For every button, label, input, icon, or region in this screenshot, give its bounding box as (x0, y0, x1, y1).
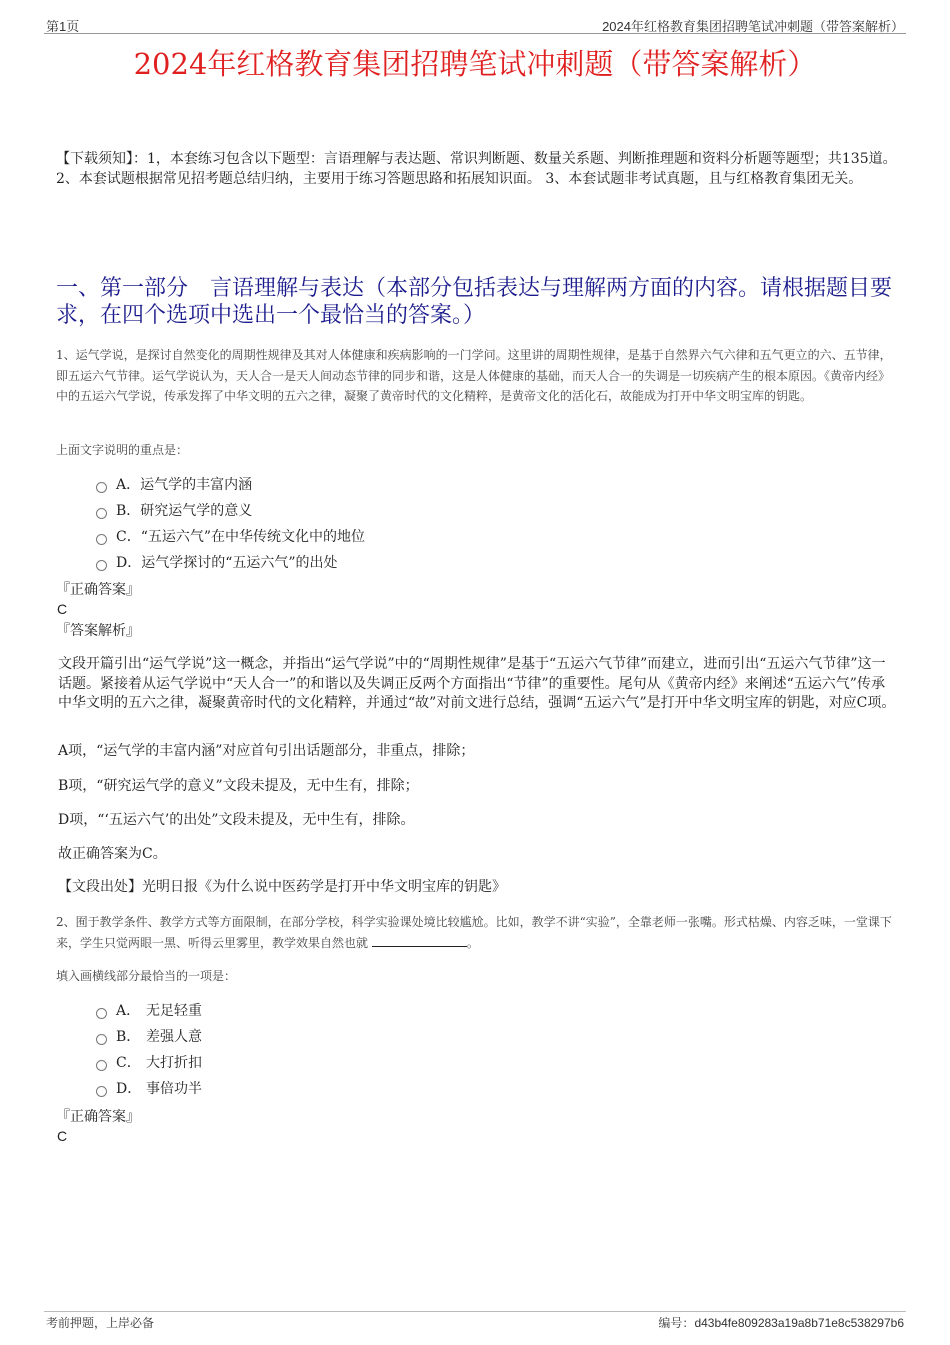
analysis-text: 文段开篇引出“运气学说”这一概念，并指出“运气学说”中的“周期性规律”是基于“五运六气节律”而建立，进而引出“五运六气节律”这一话题。紧接着从运气学说中“天人合一”的和谐以及失调正反两个方面指出“节律”的重要性。尾句从《黄帝内经》来阐述“五运六气”传承中华文明的五六之律，凝聚黄帝时代的文化精粹，并通过“故”对前文进行总结，强调“五运六气”是打开中华文明宝库的钥匙，对应C项。 (58, 656, 896, 711)
analysis-label: 『答案解析』 (56, 623, 140, 639)
answer-value: C (57, 601, 68, 617)
option-d[interactable]: D． 事倍功半 (96, 1076, 202, 1102)
section-heading: 一、第一部分 言语理解与表达（本部分包括表达与理解两方面的内容。请根据题目要求，在四个选项中选出一个最恰当的答案。） (56, 276, 893, 328)
footer-slogan: 考前押题，上岸必备 (46, 1316, 155, 1330)
question-2-prompt: 填入画横线部分最恰当的一项是： (56, 969, 237, 983)
radio-icon[interactable] (96, 1060, 107, 1071)
answer-value: C (57, 1128, 68, 1144)
radio-icon[interactable] (96, 1034, 107, 1045)
analysis-conclusion: 故正确答案为C。 (58, 846, 167, 862)
radio-icon[interactable] (96, 1008, 107, 1019)
page-number: 第1页 (46, 19, 80, 34)
radio-icon[interactable] (96, 1086, 107, 1097)
option-d[interactable]: D． 运气学探讨的“五运六气”的出处 (96, 550, 365, 576)
footer-code: 编号：d43b4fe809283a19a8b71e8c538297b6 (658, 1316, 904, 1330)
radio-icon[interactable] (96, 482, 107, 493)
document-title: 2024年红格教育集团招聘笔试冲刺题（带答案解析） (133, 47, 817, 81)
question-1-prompt: 上面文字说明的重点是： (56, 443, 189, 457)
option-a[interactable]: A． 运气学的丰富内涵 (96, 472, 365, 498)
option-b[interactable]: B． 研究运气学的意义 (96, 498, 365, 524)
footer-divider (44, 1311, 906, 1312)
answer-label: 『正确答案』 (56, 582, 140, 598)
answer-label: 『正确答案』 (56, 1109, 140, 1125)
radio-icon[interactable] (96, 560, 107, 571)
analysis-d: D项，“‘五运六气’的出处”文段未提及，无中生有，排除。 (58, 812, 415, 828)
analysis-a: A项，“运气学的丰富内涵”对应首句引出话题部分，非重点，排除； (58, 743, 475, 759)
header-divider (44, 33, 906, 34)
question-1-stem: 1、运气学说，是探讨自然变化的周期性规律及其对人体健康和疾病影响的一门学问。这里讲的周期性规律，是基于自然界六气六律和五气更立的六、五节律，即五运六气节律。运气学说认为，天人合一是天人间动态节律的同步和谐，这是人体健康的基础，而天人合一的失调是一切疾病产生的根本原因。《黄帝内经》中的五运六气学说，传承发挥了中华文明的五六之律，凝聚了黄帝时代的文化精粹，是黄帝文化的活化石，故能成为打开中华文明宝库的钥匙。 (56, 348, 892, 403)
question-1-options (96, 472, 365, 576)
answer-blank (372, 934, 467, 947)
radio-icon[interactable] (96, 534, 107, 545)
question-2-stem: 2、囿于教学条件、教学方式等方面限制，在部分学校，科学实验课处境比较尴尬。比如，教学不讲“实验”，全靠老师一张嘴。形式枯燥、内容乏味，一堂课下来，学生只觉两眼一黑、听得云里雾里，教学效果自然也就 。 (56, 915, 892, 950)
question-2-options (96, 998, 202, 1102)
radio-icon[interactable] (96, 508, 107, 519)
header-doc-title: 2024年红格教育集团招聘笔试冲刺题（带答案解析） (602, 19, 904, 34)
option-c[interactable]: C． “五运六气”在中华传统文化中的地位 (96, 524, 365, 550)
analysis-source: 【文段出处】光明日报《为什么说中医药学是打开中华文明宝库的钥匙》 (58, 879, 506, 895)
option-c[interactable]: C． 大打折扣 (96, 1050, 202, 1076)
download-notice: 【下载须知】：1，本套练习包含以下题型：言语理解与表达题、常识判断题、数量关系题、判断推理题和资料分析题等题型；共135道。 2、本套试题根据常见招考题总结归纳，主要用于练习答题思路和拓展知识面。 3、本套试题非考试真题，且与红格教育集团无关。 (56, 151, 897, 187)
option-b[interactable]: B． 差强人意 (96, 1024, 202, 1050)
analysis-b: B项，“研究运气学的意义”文段未提及，无中生有，排除； (58, 778, 419, 794)
option-a[interactable]: A． 无足轻重 (96, 998, 202, 1024)
